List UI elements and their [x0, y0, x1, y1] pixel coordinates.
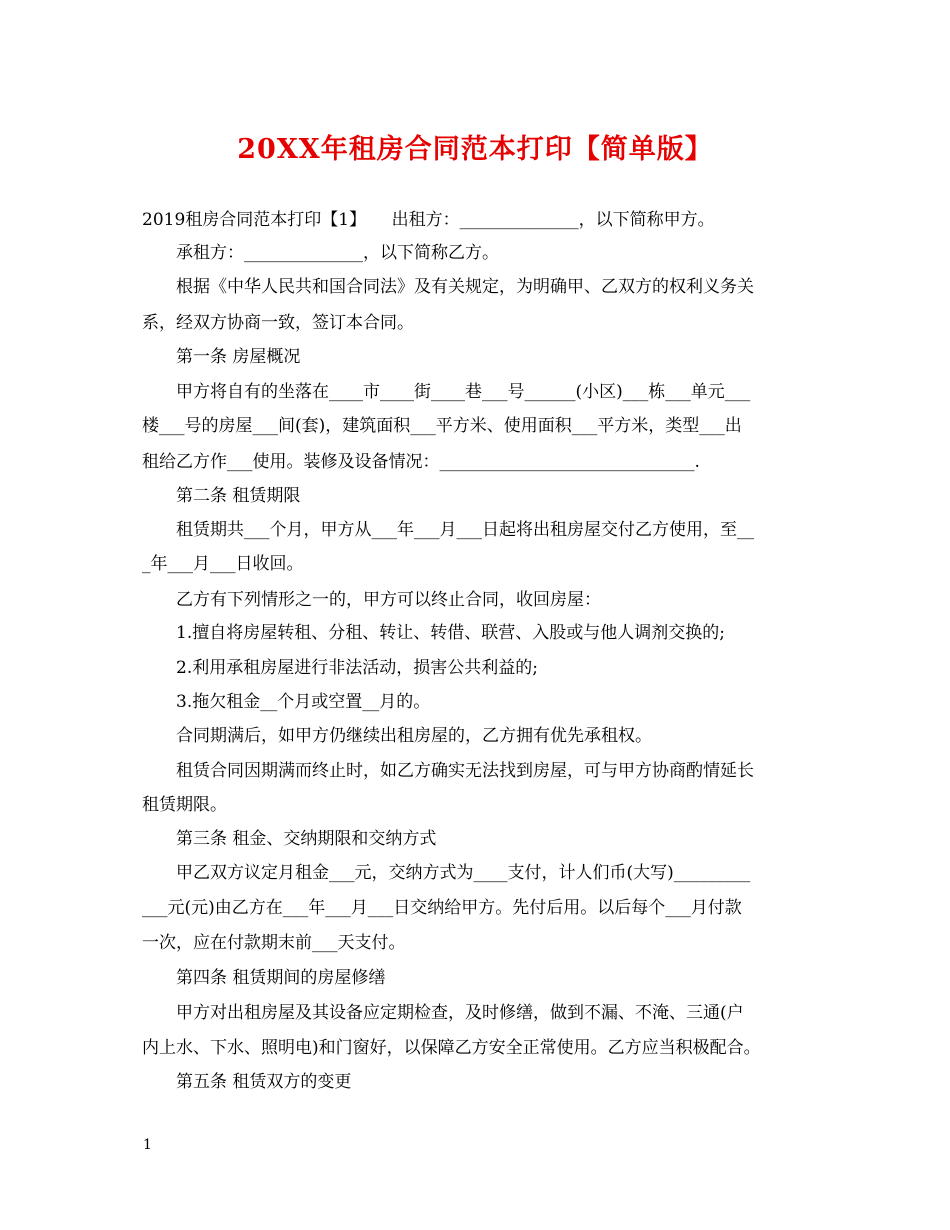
body-line: 租赁期共___个月，甲方从___年___月___日起将出租房屋交付乙方使用，至__: [142, 520, 754, 540]
body-line: 2019租房合同范本打印【1】 出租方：______________，以下简称甲方。: [142, 210, 715, 230]
section-heading: 第三条 租金、交纳期限和交纳方式: [142, 829, 437, 849]
body-line: 根据《中华人民共和国合同法》及有关规定，为明确甲、乙双方的权利义务关: [142, 277, 754, 297]
body-line: 系，经双方协商一致，签订本合同。: [142, 313, 414, 333]
body-line: 楼___号的房屋___间(套)，建筑面积___平方米、使用面积___平方米，类型___出: [142, 416, 742, 436]
page-number: 1: [143, 1137, 152, 1153]
section-heading: 第一条 房屋概况: [142, 347, 301, 367]
body-line: 乙方有下列情形之一的，甲方可以终止合同，收回房屋：: [142, 590, 601, 610]
body-line: 甲方对出租房屋及其设备应定期检查，及时修缮，做到不漏、不淹、三通(户: [142, 1003, 744, 1023]
section-heading: 第五条 租赁双方的变更: [142, 1072, 352, 1092]
body-line: 甲方将自有的坐落在____市____街____巷___号______(小区)___栋___单元___: [142, 382, 751, 402]
body-line: ___元(元)由乙方在___年___月___日交纳给甲方。先付后用。以后每个___月付款: [142, 898, 742, 918]
body-line: 租赁合同因期满而终止时，如乙方确实无法找到房屋，可与甲方协商酌情延长: [142, 761, 754, 781]
body-line: 内上水、下水、照明电)和门窗好，以保障乙方安全正常使用。乙方应当积极配合。: [142, 1038, 761, 1058]
list-item: 2.利用承租房屋进行非法活动，损害公共利益的;: [142, 658, 538, 678]
body-line: 一次，应在付款期末前___天支付。: [142, 933, 406, 953]
list-item: 3.拖欠租金__个月或空置__月的。: [142, 692, 431, 712]
body-line: 租赁期限。: [142, 795, 227, 815]
body-line: 甲乙双方议定月租金___元，交纳方式为____支付，计人们币(大写)_________: [142, 863, 751, 883]
list-item: 1.擅自将房屋转租、分租、转让、转借、联营、入股或与他人调剂交换的;: [142, 623, 725, 643]
section-heading: 第四条 租赁期间的房屋修缮: [142, 968, 386, 988]
section-heading: 第二条 租赁期限: [142, 486, 301, 506]
body-line: 承租方：______________，以下简称乙方。: [142, 243, 499, 263]
document-title: 20XX年租房合同范本打印【简单版】: [237, 134, 713, 165]
body-line: 租给乙方作___使用。装修及设备情况：______________________________.: [142, 452, 700, 472]
body-line: 合同期满后，如甲方仍继续出租房屋的，乙方拥有优先承租权。: [142, 726, 652, 746]
body-line: _年___月___日收回。: [142, 554, 304, 574]
